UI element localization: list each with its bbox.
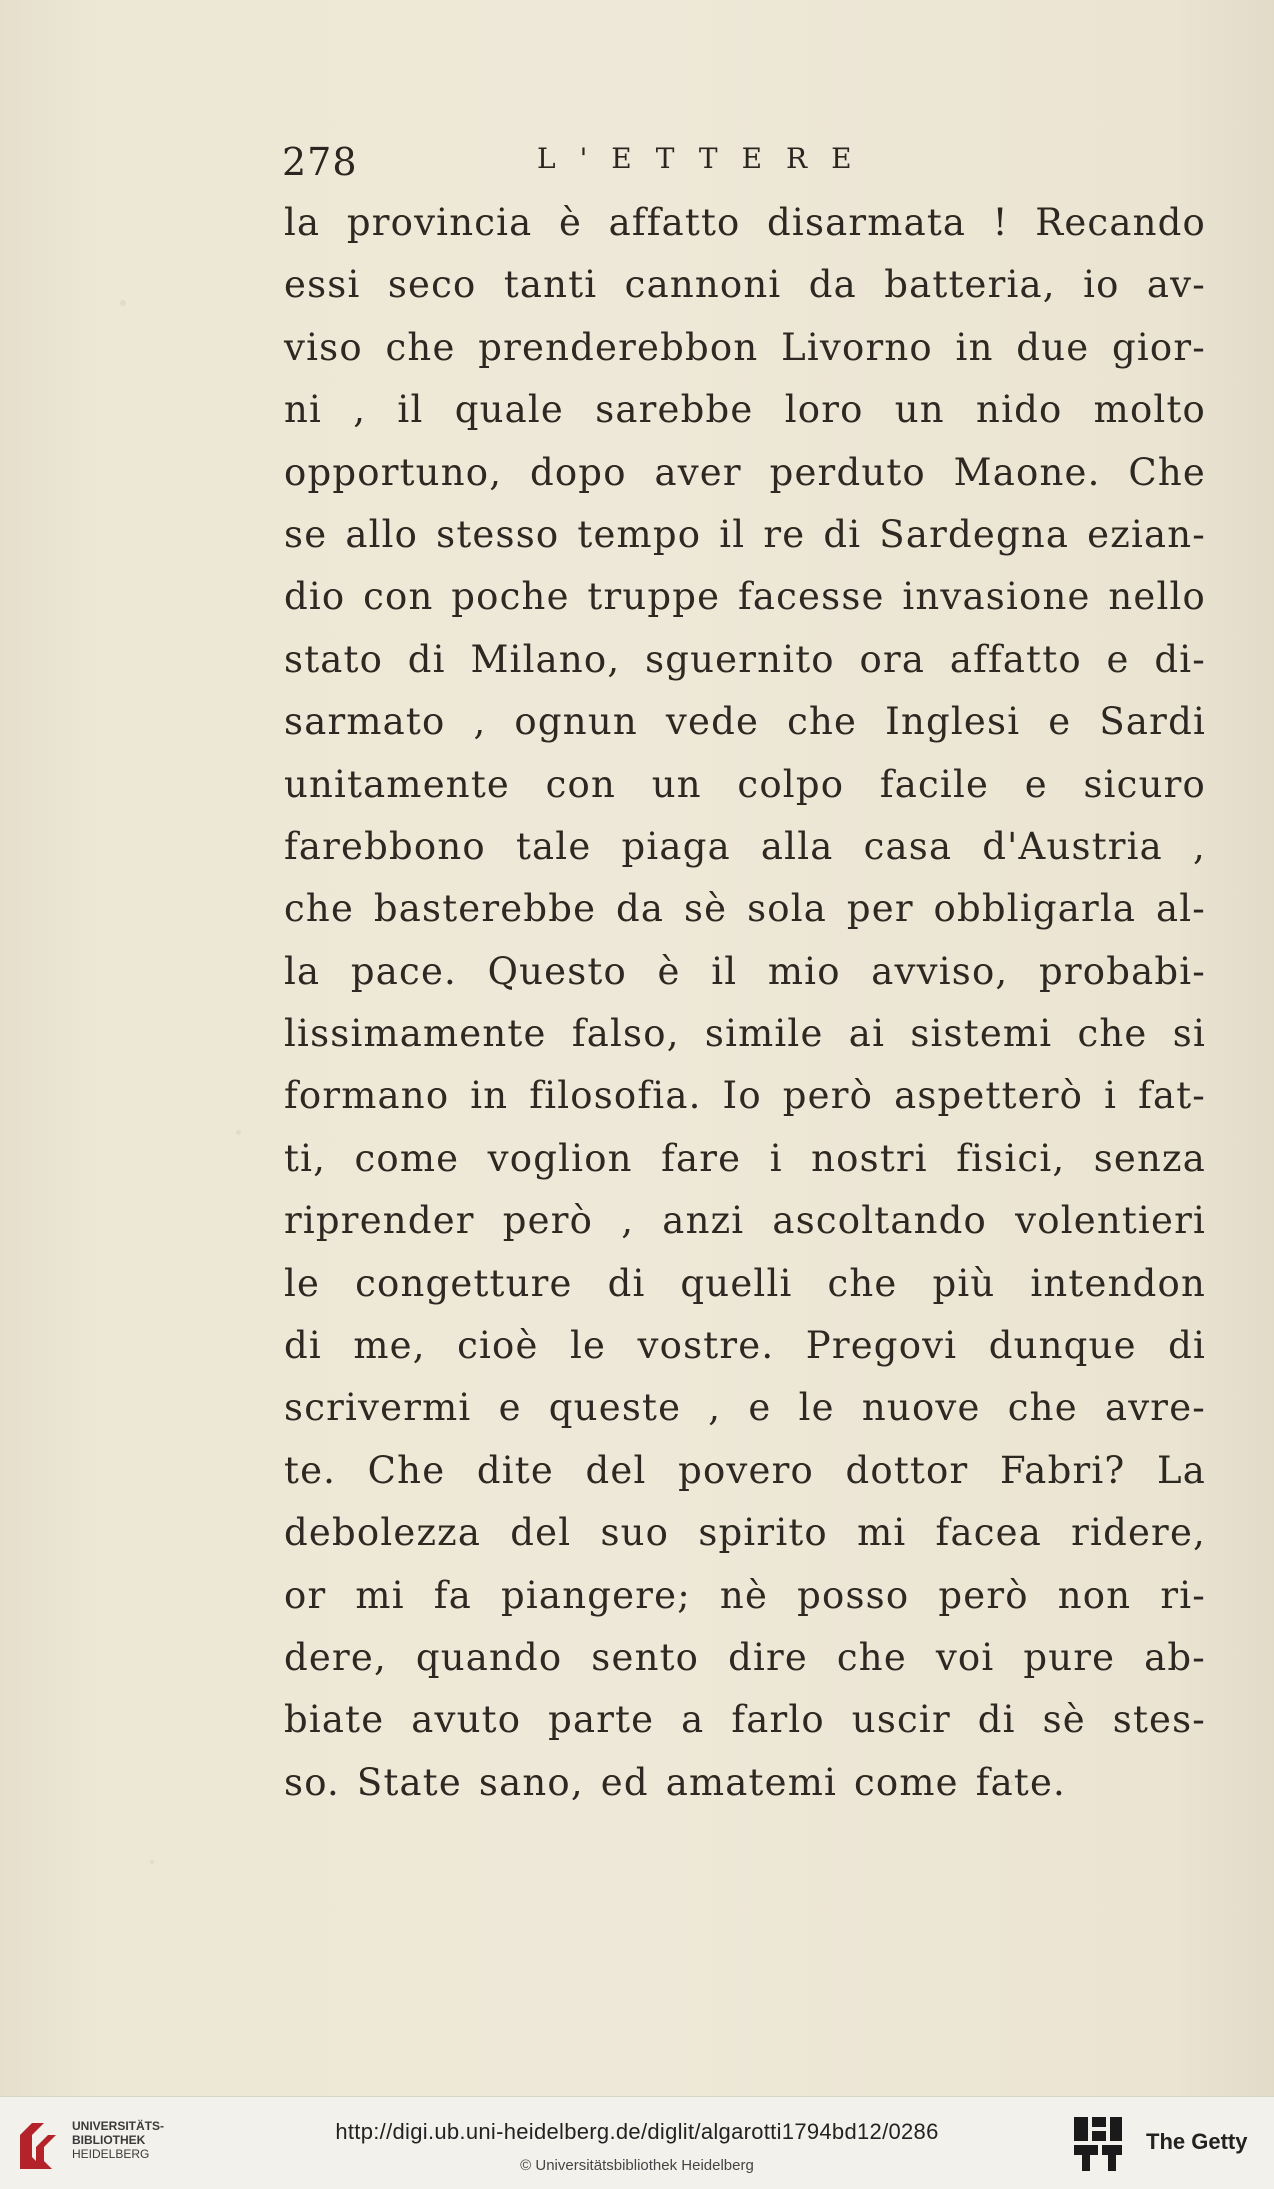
text-line: opportuno, dopo aver perduto Maone. Che bbox=[284, 450, 1206, 494]
text-line: la pace. Questo è il mio avviso, probabi- bbox=[284, 949, 1206, 993]
text-line: di me, cioè le vostre. Pregovi dunque di bbox=[284, 1324, 1206, 1368]
text-line: or mi fa piangere; nè posso però non ri- bbox=[284, 1573, 1206, 1617]
text-line: lissimamente falso, simile ai sistemi che si bbox=[284, 1012, 1206, 1056]
text-line: biate avuto parte a farlo uscir di sè stes- bbox=[284, 1698, 1206, 1742]
body-text bbox=[284, 192, 1206, 1814]
footer-bar bbox=[0, 2096, 1274, 2189]
text-line: sarmato , ognun vede che Inglesi e Sardi bbox=[284, 700, 1206, 744]
page-header bbox=[282, 140, 942, 190]
text-line: scrivermi e queste , e le nuove che avre- bbox=[284, 1386, 1206, 1430]
paper-spot bbox=[236, 1130, 241, 1135]
text-line: viso che prenderebbon Livorno in due gior- bbox=[284, 325, 1206, 369]
paper-spot bbox=[120, 300, 126, 306]
text-line: dere, quando sento dire che voi pure ab- bbox=[284, 1635, 1206, 1679]
text-line: so. State sano, ed amatemi come fate. bbox=[284, 1760, 1067, 1804]
library-name-line: BIBLIOTHEK bbox=[72, 2133, 146, 2147]
text-line: unitamente con un colpo facile e sicuro bbox=[284, 762, 1206, 806]
text-line: farebbono tale piaga alla casa d'Austria , bbox=[284, 824, 1206, 868]
text-line: la provincia è affatto disarmata ! Recando bbox=[284, 201, 1206, 244]
library-name-line: UNIVERSITÄTS- bbox=[72, 2119, 165, 2133]
text-line: ni , il quale sarebbe loro un nido molto bbox=[284, 388, 1206, 432]
text-line: debolezza del suo spirito mi facea ridere, bbox=[284, 1511, 1206, 1555]
text-line: se allo stesso tempo il re di Sardegna ezian- bbox=[284, 512, 1206, 556]
running-title: L'ETTERE bbox=[537, 142, 876, 175]
text-line: le congetture di quelli che più intendon bbox=[284, 1261, 1206, 1305]
partner-name: The Getty bbox=[1146, 2129, 1248, 2154]
text-line: te. Che dite del povero dottor Fabri? La bbox=[284, 1448, 1206, 1492]
copyright-notice: © Universitätsbibliothek Heidelberg bbox=[520, 2157, 754, 2174]
getty-logo-icon[interactable] bbox=[1072, 2115, 1124, 2173]
text-line: stato di Milano, sguernito ora affatto e di- bbox=[284, 637, 1206, 681]
page-number: 278 bbox=[282, 140, 358, 184]
text-line: essi seco tanti cannoni da batteria, io av- bbox=[284, 263, 1206, 307]
text-line: ti, come voglion fare i nostri fisici, senza bbox=[284, 1136, 1206, 1180]
paper-spot bbox=[150, 1860, 154, 1864]
permalink-url[interactable]: http://digi.ub.uni-heidelberg.de/diglit/algarotti1794bd12/0286 bbox=[335, 2119, 939, 2144]
text-line: formano in filosofia. Io però aspetterò i fat- bbox=[284, 1074, 1206, 1118]
text-line: riprender però , anzi ascoltando volentieri bbox=[284, 1199, 1206, 1243]
library-name-line: HEIDELBERG bbox=[72, 2147, 150, 2161]
text-line: dio con poche truppe facesse invasione nello bbox=[284, 575, 1206, 619]
text-line: che basterebbe da sè sola per obbligarla al- bbox=[284, 887, 1206, 931]
